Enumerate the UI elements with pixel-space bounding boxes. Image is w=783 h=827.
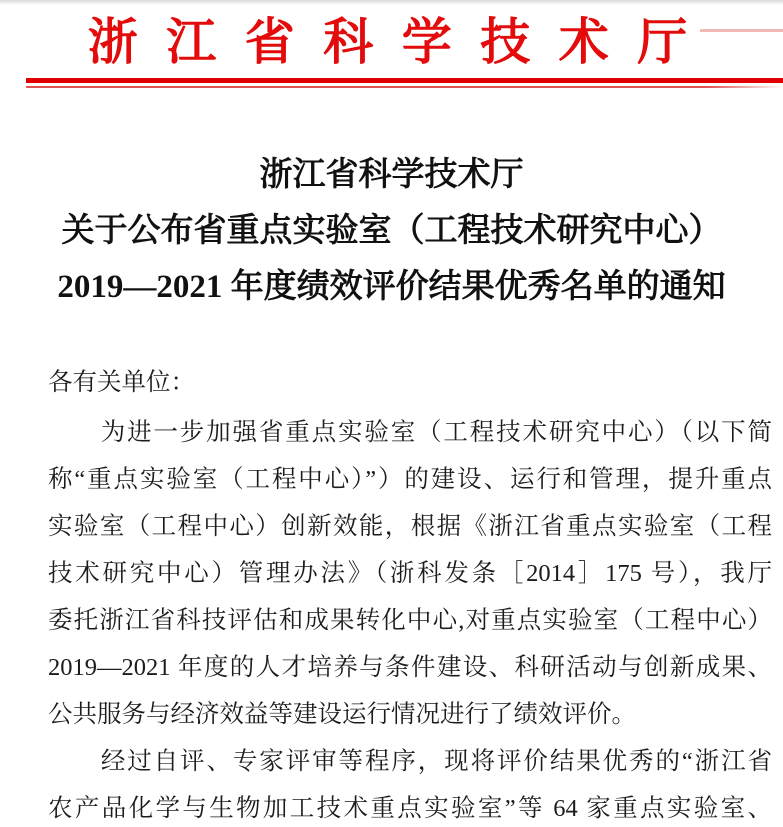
paragraph-line: 委托浙江省科技评估和成果转化中心,对重点实验室（工程中心） xyxy=(48,607,772,634)
doc-title-line-2: 关于公布省重点实验室（工程技术研究中心） xyxy=(61,213,722,249)
paragraph-line: 2019—2021 年度的人才培养与条件建设、科研活动与创新成果、 xyxy=(48,654,772,681)
paragraph-1 xyxy=(48,409,772,738)
letterhead-rule-thick xyxy=(26,78,783,83)
doc-title xyxy=(0,147,783,315)
letterhead-rule-thin xyxy=(26,86,783,88)
paragraph-line: 为进一步加强省重点实验室（工程技术研究中心）（以下简 xyxy=(48,419,772,446)
letterhead xyxy=(0,0,783,90)
agency-name: 浙 江 省 科 学 技 术 厅 xyxy=(87,14,696,70)
scan-artifact-line xyxy=(700,29,783,32)
doc-body xyxy=(48,359,772,827)
doc-title-line-1: 浙江省科学技术厅 xyxy=(259,157,524,193)
paragraph-line: 公共服务与经济效益等建设运行情况进行了绩效评价。 xyxy=(48,701,636,728)
paragraph-line: 技术研究中心）管理办法》（浙科发条［2014］175 号），我厅 xyxy=(48,560,772,587)
paragraph-line: 称“重点实验室（工程中心）”）的建设、运行和管理，提升重点 xyxy=(48,466,772,493)
paragraph-2 xyxy=(48,738,772,827)
doc-title-line-3: 2019—2021 年度绩效评价结果优秀名单的通知 xyxy=(57,269,726,305)
paragraph-line: 经过自评、专家评审等程序，现将评价结果优秀的“浙江省 xyxy=(48,748,772,775)
paragraph-line: 农产品化学与生物加工技术重点实验室”等 64 家重点实验室、 xyxy=(48,795,772,822)
paragraph-line: 实验室（工程中心）创新效能，根据《浙江省重点实验室（工程 xyxy=(48,513,772,540)
salutation: 各有关单位： xyxy=(48,369,195,396)
